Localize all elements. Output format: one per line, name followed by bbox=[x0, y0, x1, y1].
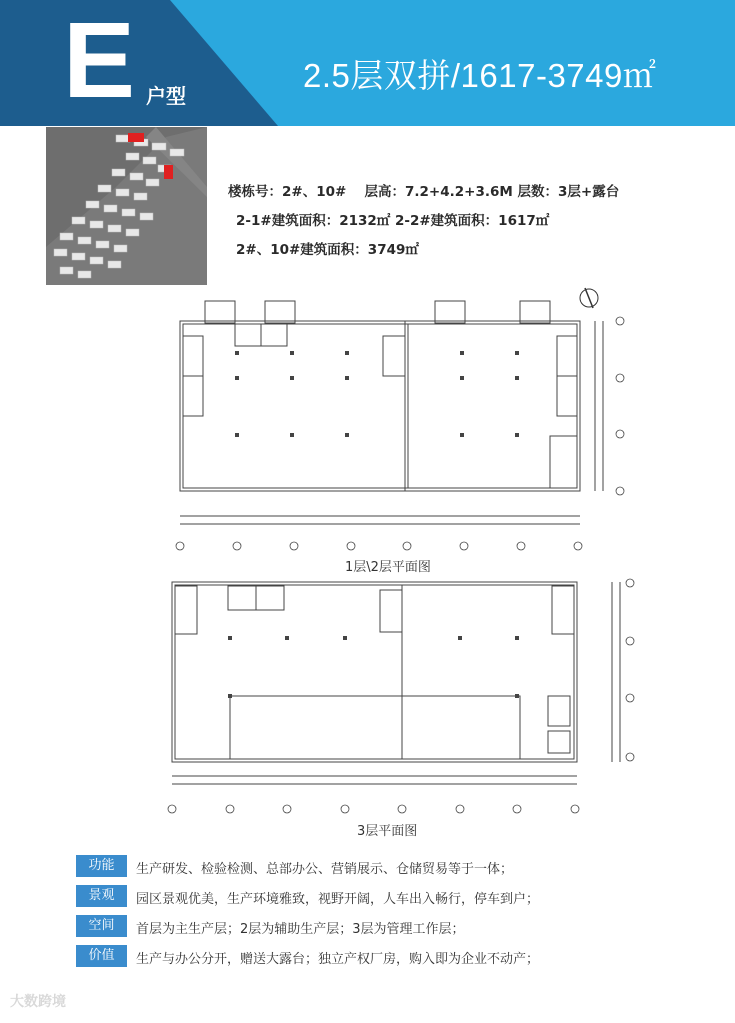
feature-tag: 景观 bbox=[76, 885, 127, 907]
site-map-image bbox=[46, 127, 207, 285]
spec-line-1: 楼栋号：2#、10# 层高：7.2+4.2+3.6M 层数：3层+露台 bbox=[228, 184, 620, 200]
watermark: 大数跨境 bbox=[10, 994, 66, 1010]
feature-text: 园区景观优美，生产环境雅致，视野开阔，人车出入畅行，停车到户； bbox=[136, 892, 540, 907]
feature-tag: 空间 bbox=[76, 915, 127, 937]
floor-plan-3 bbox=[160, 576, 635, 818]
feature-tag: 功能 bbox=[76, 855, 127, 877]
floor-plan-1-2 bbox=[165, 296, 635, 556]
spec-line-2: 2-1#建筑面积：2132㎡ 2-2#建筑面积：1617㎡ bbox=[236, 213, 550, 229]
site-map-drawing bbox=[46, 127, 207, 285]
building-specs bbox=[228, 178, 619, 265]
feature-text: 首层为主生产层；2层为辅助生产层；3层为管理工作层； bbox=[136, 922, 465, 937]
unit-type-letter: E bbox=[63, 0, 136, 120]
floor-plan-3-caption: 3层平面图 bbox=[357, 824, 418, 839]
header-banner bbox=[0, 0, 735, 126]
feature-text: 生产研发、检验检测、总部办公、营销展示、仓储贸易等于一体； bbox=[136, 862, 514, 877]
floor-plan-1-2-caption: 1层\2层平面图 bbox=[345, 560, 431, 575]
unit-type-label: 户型 bbox=[146, 84, 186, 108]
feature-tag: 价值 bbox=[76, 945, 127, 967]
spec-line-3: 2#、10#建筑面积：3749㎡ bbox=[236, 242, 419, 258]
feature-text: 生产与办公分开，赠送大露台；独立产权厂房，购入即为企业不动产； bbox=[136, 952, 540, 967]
page-title: 2.5层双拼/1617-3749㎡ bbox=[303, 57, 657, 94]
